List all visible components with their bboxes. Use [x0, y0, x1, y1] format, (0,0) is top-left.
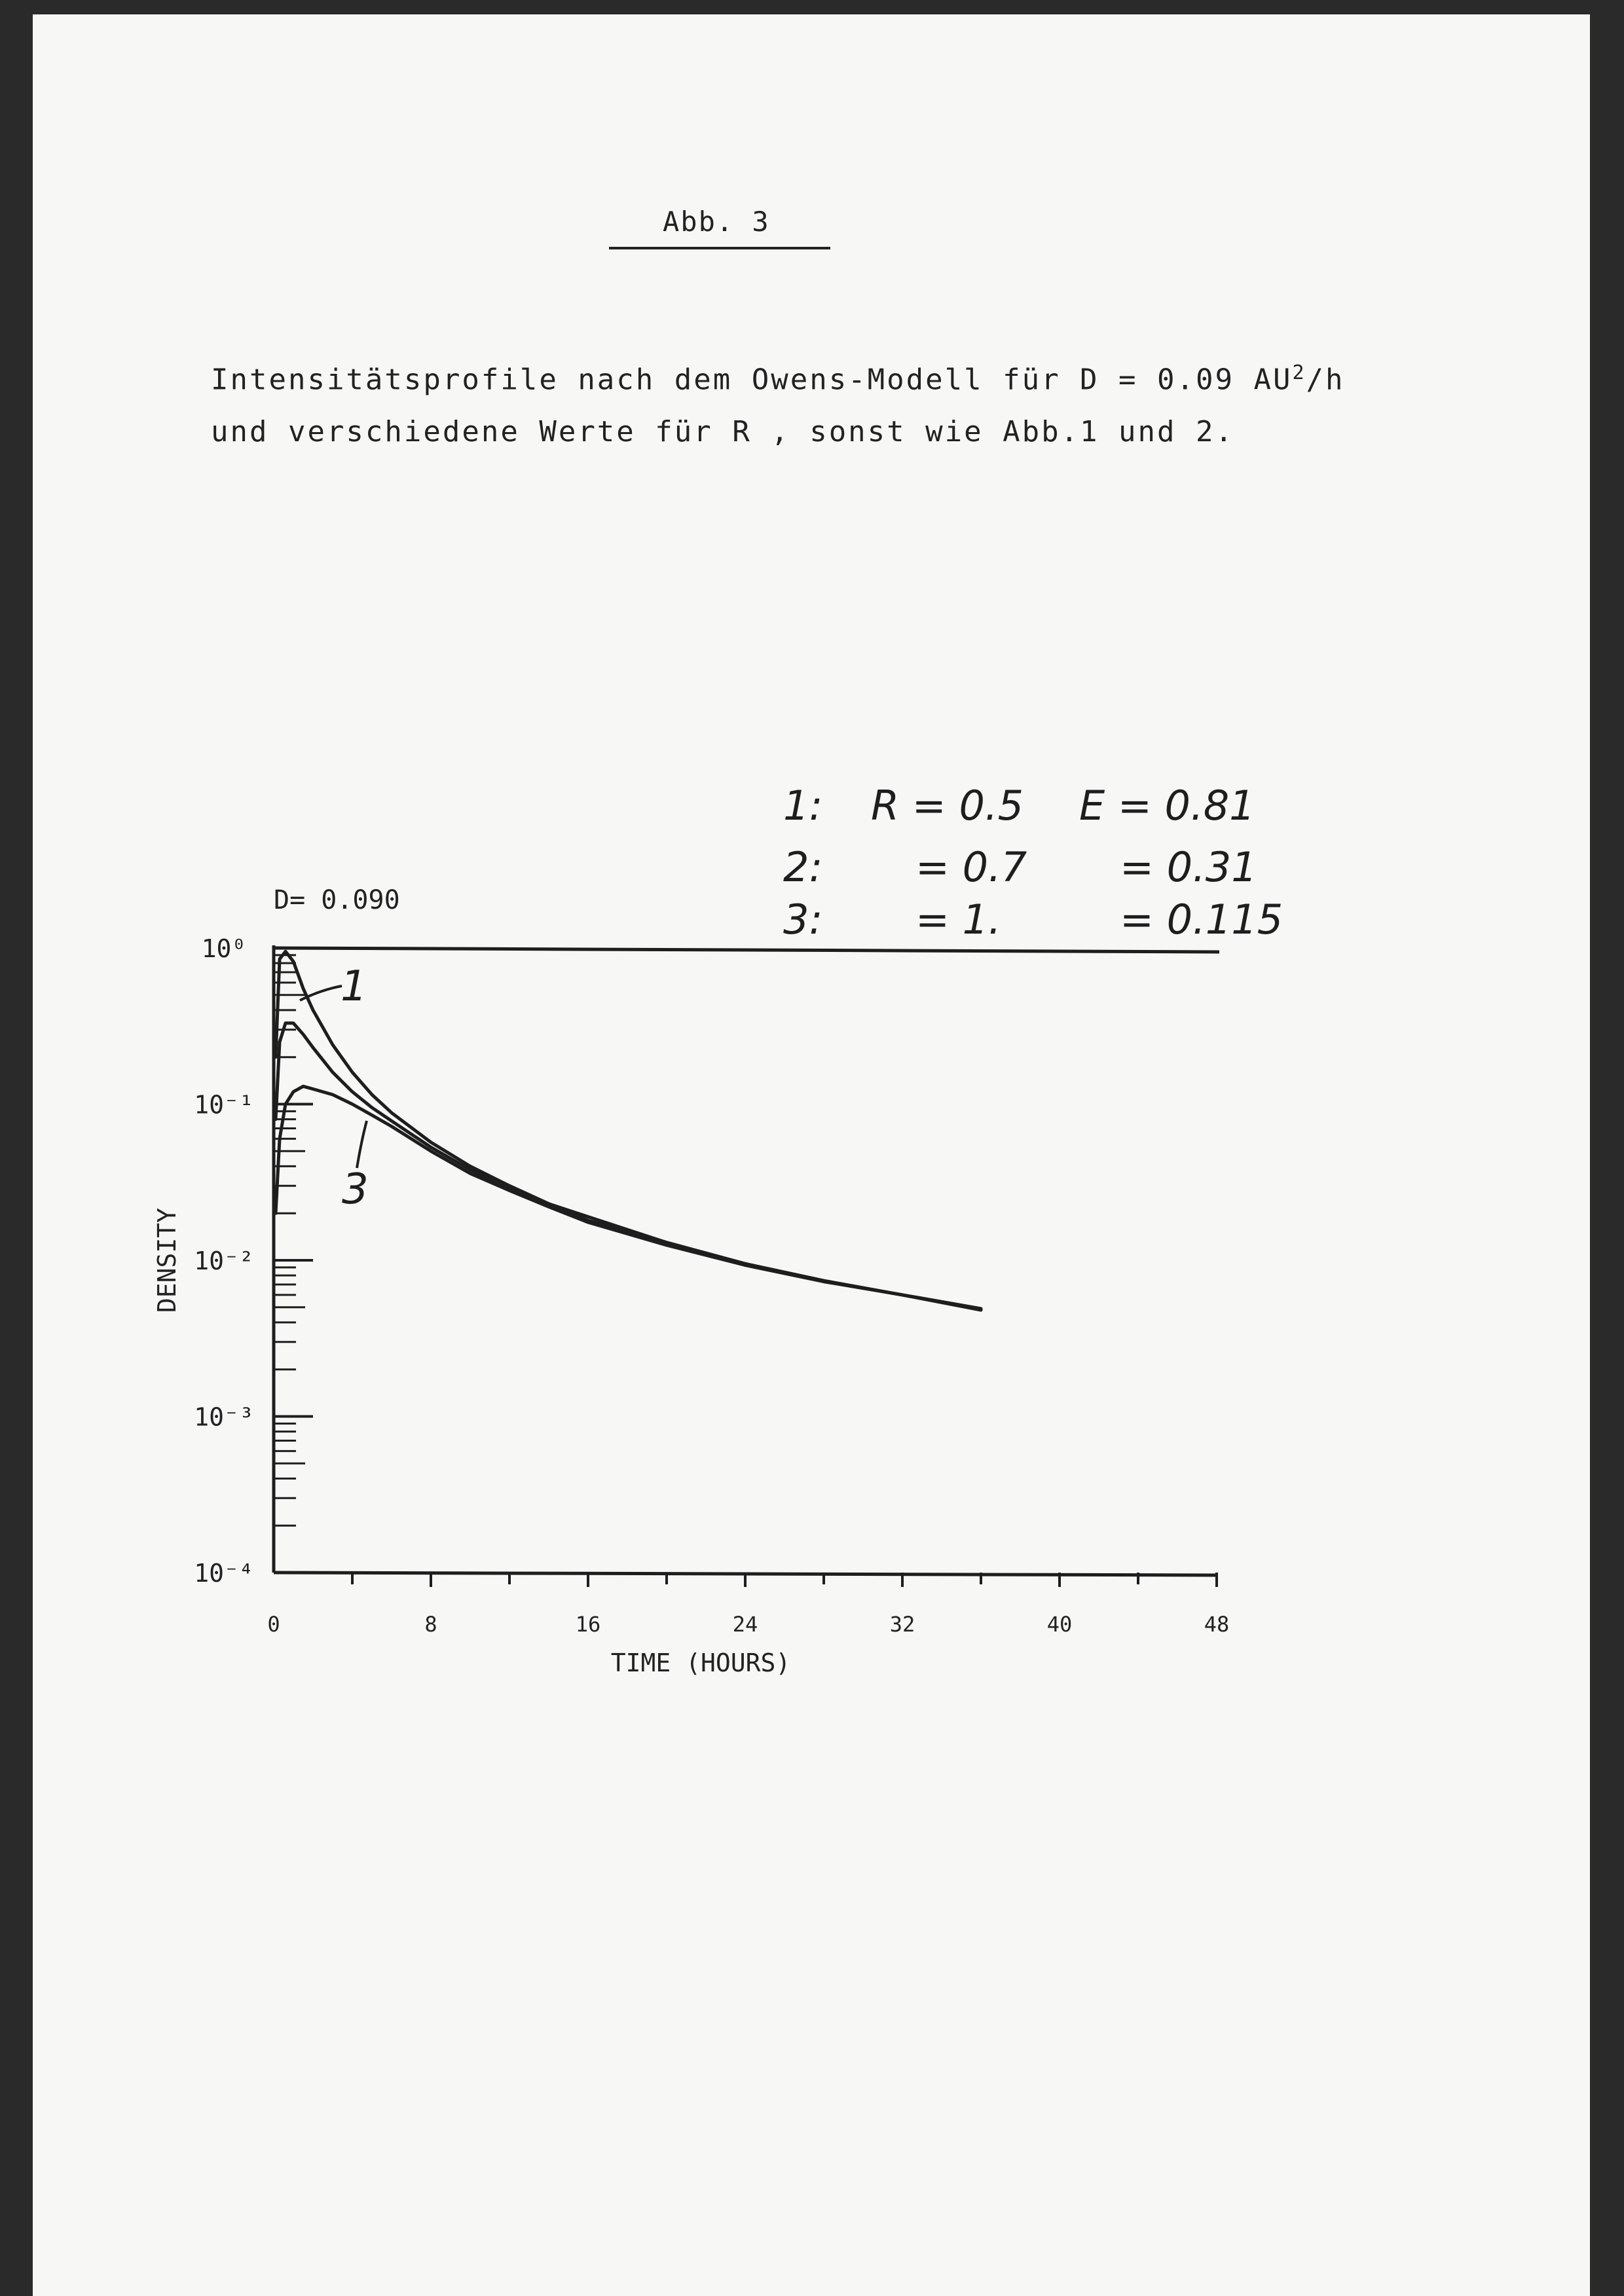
- x-tick-label: 48: [1204, 1612, 1230, 1637]
- legend-number: 2:: [783, 843, 823, 891]
- x-tick-label: 24: [732, 1612, 758, 1637]
- y-tick-label: 10⁰: [201, 934, 247, 963]
- y-tick-label: 10⁻²: [194, 1247, 254, 1275]
- x-tick-label: 8: [424, 1612, 437, 1637]
- legend-number: 3:: [783, 896, 823, 943]
- chart-axes: [274, 945, 1219, 1575]
- legend-r-value: = 1.: [915, 896, 1001, 943]
- series-line-2: [276, 1023, 981, 1309]
- series-line-1: [276, 951, 981, 1309]
- legend-e-value: = 0.31: [1120, 843, 1257, 891]
- handwritten-legend: [783, 782, 1283, 943]
- top-frame-line: [274, 948, 1219, 952]
- curve-label-1: 1: [341, 962, 367, 1011]
- legend-e-value: = 0.115: [1120, 896, 1283, 943]
- caption-line-1-text: Intensitätsprofile nach dem Owens-Modell für D = 0.09 AU: [211, 363, 1293, 397]
- x-tick-label: 40: [1046, 1612, 1073, 1637]
- x-tick-label: 16: [575, 1612, 601, 1637]
- caption-superscript: 2: [1292, 361, 1306, 384]
- chart-ticks: [274, 948, 1217, 1587]
- legend-e-value: E = 0.81: [1079, 782, 1255, 829]
- x-axis-label: TIME (HOURS): [610, 1649, 791, 1677]
- y-tick-label: 10⁻³: [194, 1402, 254, 1432]
- caption-line-2: und verschiedene Werte für R , sonst wie Abb.1 und 2.: [211, 415, 1234, 448]
- caption-line-1-unit: /h: [1306, 363, 1345, 397]
- chart-series: [276, 951, 981, 1310]
- figure-label: Abb. 3: [663, 206, 770, 238]
- x-tick-label: 0: [267, 1612, 280, 1637]
- legend-number: 1:: [783, 782, 823, 829]
- y-axis-label: DENSITY: [153, 1207, 181, 1313]
- y-tick-label: 10⁻¹: [194, 1090, 254, 1120]
- x-tick-label: 32: [889, 1612, 915, 1637]
- chart-title: D= 0.090: [274, 885, 400, 915]
- curve-label-3: 3: [342, 1165, 369, 1214]
- chart-text: [153, 885, 1229, 1677]
- legend-r-value: R = 0.5: [871, 782, 1024, 829]
- y-tick-label: 10⁻⁴: [194, 1559, 254, 1588]
- series-line-3: [276, 1086, 981, 1310]
- legend-r-value: = 0.7: [915, 843, 1027, 891]
- curve-label-3-leader: [357, 1121, 367, 1168]
